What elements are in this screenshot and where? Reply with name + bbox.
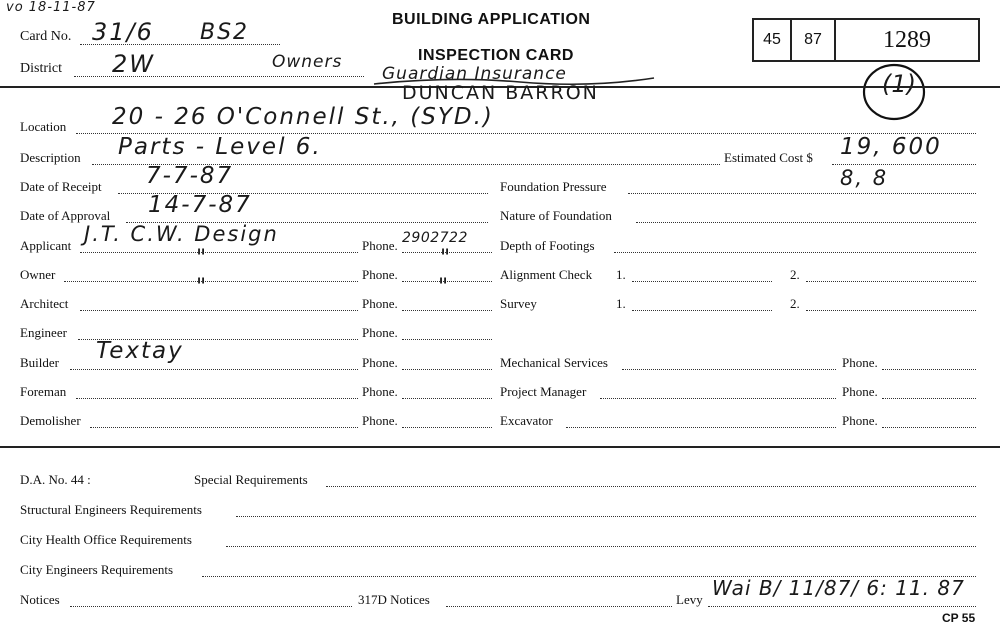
alignment-1-line	[632, 281, 772, 282]
title-building-application: BUILDING APPLICATION	[392, 11, 591, 28]
excavator-label: Excavator	[500, 413, 553, 428]
project-manager-label: Project Manager	[500, 384, 587, 399]
architect-label: Architect	[20, 296, 69, 311]
owner-value: "	[196, 246, 209, 271]
health-line	[226, 546, 976, 547]
excavator-phone-line	[882, 427, 976, 428]
project-manager-line	[600, 398, 836, 399]
excavator-phone-label: Phone.	[842, 413, 878, 428]
mechanical-phone-line	[882, 369, 976, 370]
district-value: 2W	[112, 50, 155, 78]
alignment-2-label: 2.	[790, 267, 800, 282]
builder-label: Builder	[20, 355, 59, 370]
owner-phone-label: Phone.	[362, 267, 398, 282]
section-rule	[0, 446, 1000, 448]
levy-value: Wai B/ 11/87/ 6: 11. 87	[712, 576, 965, 600]
card-no-label: Card No.	[20, 29, 72, 44]
mechanical-phone-label: Phone.	[842, 355, 878, 370]
structural-label: Structural Engineers Requirements	[20, 502, 202, 517]
estimated-cost-value: 19, 600	[840, 134, 942, 160]
demolisher-phone-label: Phone.	[362, 413, 398, 428]
health-label: City Health Office Requirements	[20, 532, 192, 547]
demolisher-label: Demolisher	[20, 413, 81, 428]
mechanical-line	[622, 369, 836, 370]
approval-label: Date of Approval	[20, 208, 111, 223]
foundation-pressure-label: Foundation Pressure	[500, 179, 607, 194]
ref-box-a: 45	[754, 20, 792, 60]
engineer-phone-line	[402, 339, 492, 340]
receipt-value: 7-7-87	[146, 163, 234, 189]
alignment-1-label: 1.	[616, 267, 626, 282]
receipt-label: Date of Receipt	[20, 179, 102, 194]
card-no-extra: BS2	[200, 20, 250, 45]
top-note-handwritten: vo 18-11-87	[6, 0, 96, 15]
depth-footings-line	[614, 252, 976, 253]
cp-code: CP 55	[942, 611, 976, 625]
mechanical-label: Mechanical Services	[500, 355, 608, 370]
builder-phone-label: Phone.	[362, 355, 398, 370]
circle-mark-number: (1)	[882, 70, 916, 98]
ref-box-c: 1289	[883, 26, 931, 53]
architect-line	[80, 310, 358, 311]
architect-phone-value: "	[438, 275, 451, 300]
survey-1-label: 1.	[616, 296, 626, 311]
survey-label: Survey	[500, 296, 537, 311]
survey-2-line	[806, 310, 976, 311]
engineer-phone-label: Phone.	[362, 325, 398, 340]
demolisher-phone-line	[402, 427, 492, 428]
da-no-label: D.A. No. 44 :	[20, 472, 91, 487]
engineer-label: Engineer	[20, 325, 67, 340]
project-manager-phone-line	[882, 398, 976, 399]
foundation-pressure-value: 8, 8	[840, 166, 889, 190]
applicant-label: Applicant	[20, 238, 72, 253]
architect-value: "	[196, 275, 209, 300]
description-value: Parts - Level 6.	[118, 134, 322, 160]
owner-phone-value: "	[440, 246, 453, 271]
levy-label: Levy	[676, 592, 703, 607]
district-label: District	[20, 61, 62, 76]
foundation-pressure-line	[628, 193, 976, 194]
builder-line	[70, 369, 358, 370]
alignment-2-line	[806, 281, 976, 282]
owner-line	[64, 281, 358, 282]
insurance-note: Guardian Insurance	[382, 64, 567, 84]
description-label: Description	[20, 150, 81, 165]
ref-box-b: 87	[792, 20, 836, 60]
nature-foundation-label: Nature of Foundation	[500, 208, 612, 223]
notices-label: Notices	[20, 592, 60, 607]
survey-1-line	[632, 310, 772, 311]
applicant-phone-value: 2902722	[402, 230, 468, 246]
levy-line	[708, 606, 976, 607]
architect-phone-label: Phone.	[362, 296, 398, 311]
title-inspection-card: INSPECTION CARD	[418, 47, 574, 64]
notices-line	[70, 606, 352, 607]
structural-line	[236, 516, 976, 517]
special-requirements-label: Special Requirements	[194, 472, 308, 487]
location-value: 20 - 26 O'Connell St., (SYD.)	[112, 104, 494, 130]
foreman-phone-label: Phone.	[362, 384, 398, 399]
excavator-line	[566, 427, 836, 428]
approval-value: 14-7-87	[148, 192, 252, 218]
builder-phone-line	[402, 369, 492, 370]
survey-2-label: 2.	[790, 296, 800, 311]
owner-label: Owner	[20, 267, 56, 282]
duncan-barron-note: DUNCAN BARRON	[402, 82, 599, 104]
card-no-value: 31/6	[92, 18, 154, 46]
estimated-cost-line	[832, 164, 976, 165]
builder-value: Textay	[96, 338, 184, 364]
foreman-phone-line	[402, 398, 492, 399]
depth-footings-label: Depth of Footings	[500, 238, 595, 253]
project-manager-phone-label: Phone.	[842, 384, 878, 399]
estimated-cost-label: Estimated Cost $	[724, 150, 813, 165]
demolisher-line	[90, 427, 358, 428]
foreman-label: Foreman	[20, 384, 67, 399]
applicant-value: J.T. C.W. Design	[84, 222, 279, 246]
architect-phone-line	[402, 310, 492, 311]
nature-foundation-line	[636, 222, 976, 223]
applicant-phone-label: Phone.	[362, 238, 398, 253]
applicant-line	[80, 252, 358, 253]
alignment-label: Alignment Check	[500, 267, 593, 282]
special-requirements-line	[326, 486, 976, 487]
owners-note: Owners	[272, 52, 343, 72]
notices-317d-label: 317D Notices	[358, 592, 430, 607]
location-label: Location	[20, 119, 67, 134]
foreman-line	[76, 398, 358, 399]
reference-boxes	[752, 18, 980, 62]
city-engineers-label: City Engineers Requirements	[20, 562, 174, 577]
notices-317d-line	[446, 606, 672, 607]
